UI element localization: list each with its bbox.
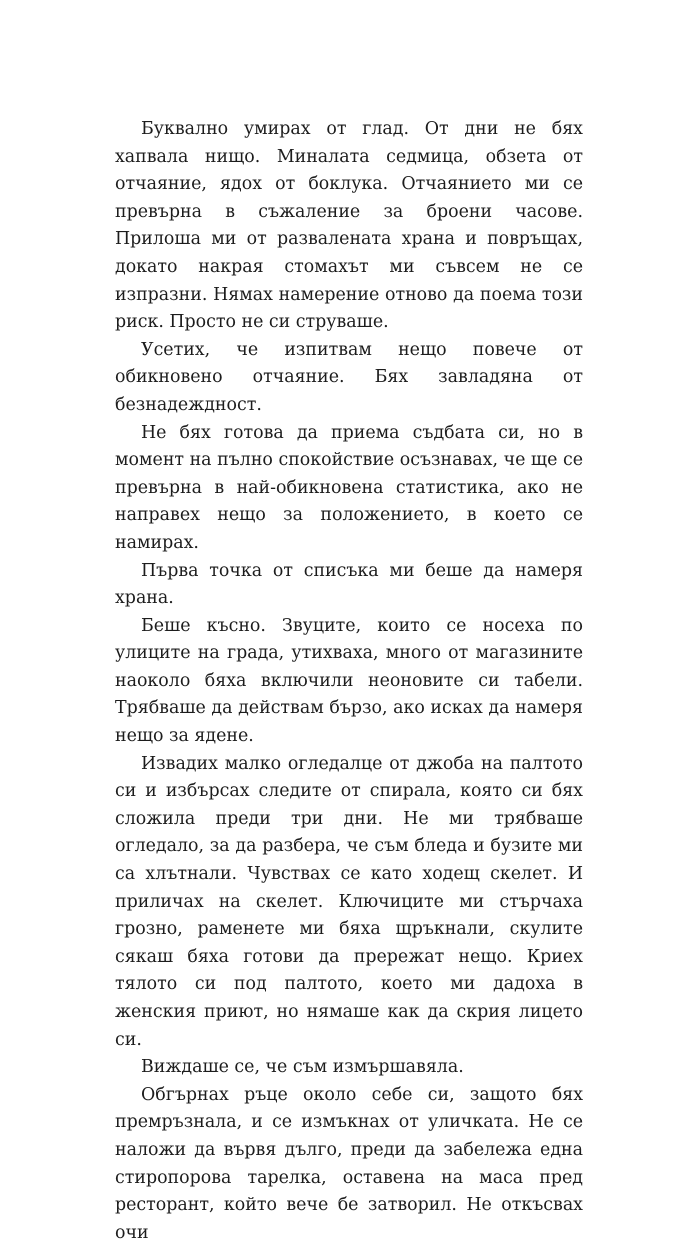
paragraph: Беше късно. Звуците, които се носеха по улиците на града, утихваха, много от магазините наоколо бяха включили неоновите си табели. Трябваше да действам бързо, ако исках да намеря нещо за ядене.: [115, 615, 583, 747]
paragraph: Извадих малко огледалце от джоба на палтото си и избърсах следите от спирала, която си бях сложила преди три дни. Не ми трябваше огледало, за да разбера, че съм бледа и бузите ми са хлътнали. Чувствах се като ходещ скелет. И приличах на скелет. Ключиците ми стърчаха грозно, раменете ми бяха щръкнали, скулите сякаш бяха готови да прережат нещо. Криех тялото си под палтото, което ми дадоха в женския приют, но нямаше как да скрия лицето си.: [115, 753, 583, 1050]
paragraph: Първа точка от списъка ми беше да намеря храна.: [115, 560, 583, 609]
paragraph: Не бях готова да приема съдбата си, но в момент на пълно спокойствие осъзнавах, че ще се превърна в най-обикновена статистика, ако не направех нещо за положението, в което се намирах.: [115, 422, 583, 553]
paragraph: Обгърнах ръце около себе си, защото бях премръзнала, и се измъкнах от уличката. Не се наложи да вървя дълго, преди да забележа една стиропорова тарелка, оставена на маса пред ресторант, който вече бе затворил. Не откъсвах очи: [115, 1084, 583, 1243]
paragraph: Усетих, че изпитвам нещо повече от обикновено отчаяние. Бях завладяна от безнадеждност.: [115, 339, 583, 415]
paragraph: Буквално умирах от глад. От дни не бях хапвала нищо. Миналата седмица, обзета от отчаяние, ядох от боклука. Отчаянието ми се превърна в съжаление за броени часове. Прилоша ми от развалената храна и повръщах, докато накрая стомахът ми съвсем не се изпразни. Нямах намерение отново да поема този риск. Просто не си струваше.: [115, 119, 583, 333]
paragraph: Виждаше се, че съм измършавяла.: [141, 1057, 464, 1078]
page-body-text: [115, 116, 583, 1247]
